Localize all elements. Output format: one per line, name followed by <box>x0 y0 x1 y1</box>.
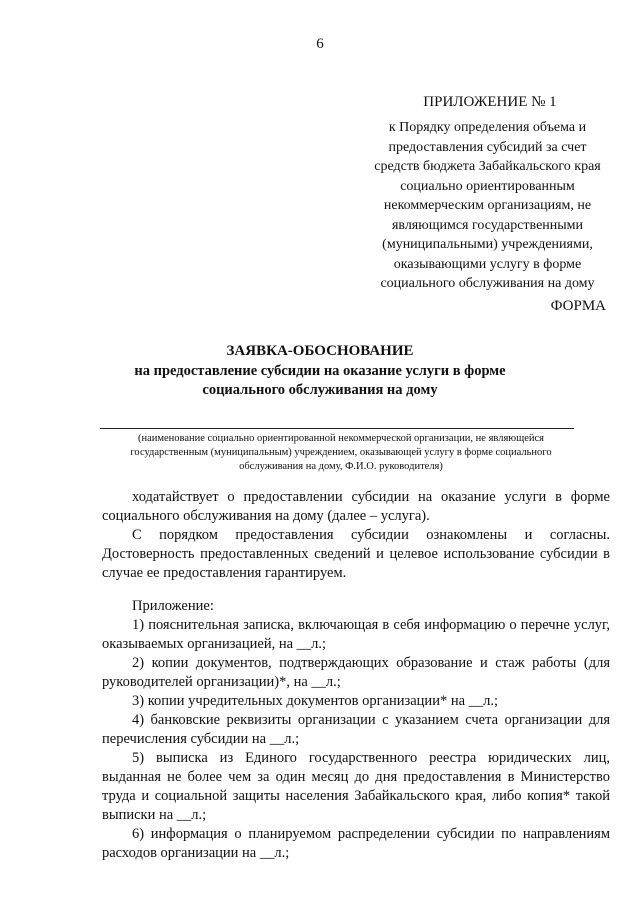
appendix-reference-line: социально ориентированным <box>400 178 575 194</box>
fill-in-caption-line: государственным (муниципальным) учреждением, оказывающей услугу в форме социального <box>130 447 552 458</box>
fill-in-line <box>100 428 574 429</box>
appendix-reference-line: к Порядку определения объема и <box>388 120 587 135</box>
form-label: ФОРМА <box>550 298 606 314</box>
appendix-reference-line: оказывающими услугу в форме <box>393 256 582 272</box>
document-subtitle-line: социального обслуживания на дому <box>202 382 438 398</box>
attachments-label: Приложение: <box>132 598 214 614</box>
appendix-reference-line: некоммерческим организациям, не <box>383 198 592 213</box>
appendix-reference-line: средств бюджета Забайкальского края <box>374 159 601 174</box>
appendix-reference-line: предоставления субсидий за счет <box>388 139 587 155</box>
attachment-item: 4) банковские реквизиты организации с указанием счета организации для перечисления субсидии на __л.; <box>102 712 610 747</box>
page-number: 6 <box>316 36 324 52</box>
appendix-reference-line: (муниципальными) учреждениями, <box>382 237 593 252</box>
appendix-reference <box>350 118 625 294</box>
fill-in-caption-line: (наименование социально ориентированной некоммерческой организации, не являющейся <box>137 433 545 444</box>
paragraph-agreement: С порядком предоставления субсидии ознакомлены и согласны. Достоверность предоставленных сведений и целевое использование субсидии в случае ее предоставления гарантируем. <box>102 527 610 581</box>
fill-in-caption <box>96 432 586 474</box>
appendix-title: ПРИЛОЖЕНИЕ № 1 <box>423 94 557 110</box>
document-subtitle-line: на предоставление субсидии на оказание услуги в форме <box>134 363 506 379</box>
fill-in-caption-line: обслуживания на дому, Ф.И.О. руководителя) <box>239 461 443 472</box>
body-text <box>102 488 610 863</box>
attachment-item: 1) пояснительная записка, включающая в себя информацию о перечне услуг, оказываемых организацией, на __л.; <box>102 617 610 652</box>
attachment-item: 2) копии документов, подтверждающих образование и стаж работы (для руководителей организации)*, на __л.; <box>102 655 610 690</box>
appendix-reference-line: социального обслуживания на дому <box>380 276 595 291</box>
document-title: ЗАЯВКА-ОБОСНОВАНИЕ <box>226 343 414 359</box>
document-subtitle <box>120 362 520 400</box>
attachment-item: 5) выписка из Единого государственного реестра юридических лиц, выданная не более чем за один месяц до дня предоставления в Министерство труда и социальной защиты населения Забайкальского края, либо копия* такой выписки на __л.; <box>102 750 610 823</box>
attachment-item: 6) информация о планируемом распределении субсидии по направлениям расходов организации на __л.; <box>102 826 610 861</box>
appendix-reference-line: являющимся государственными <box>391 217 584 233</box>
paragraph-petition: ходатайствует о предоставлении субсидии на оказание услуги в форме социального обслуживания на дому (далее – услуга). <box>102 489 610 524</box>
attachment-item: 3) копии учредительных документов организации* на __л.; <box>132 693 499 709</box>
